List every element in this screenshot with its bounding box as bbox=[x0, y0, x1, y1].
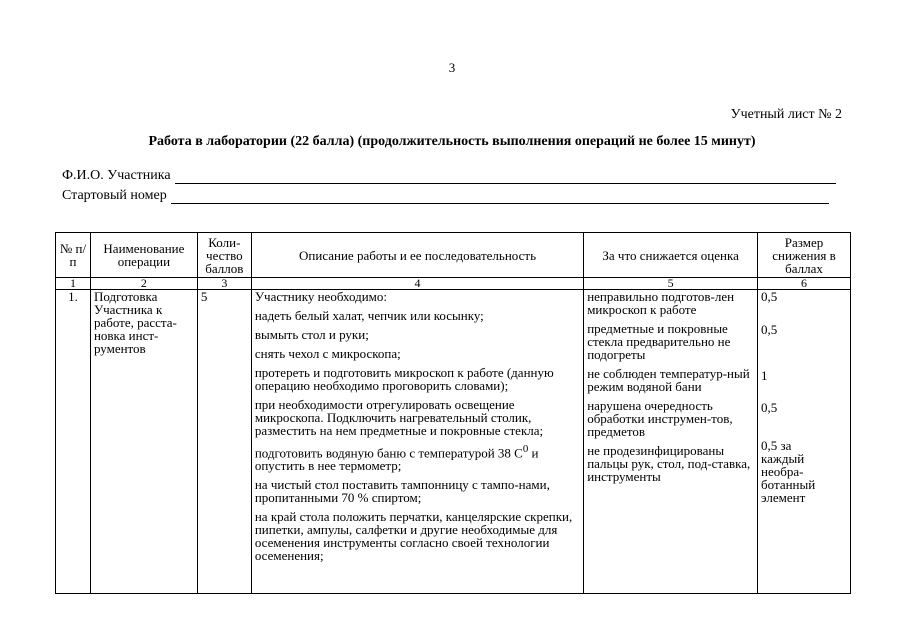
header-row bbox=[56, 233, 851, 278]
column-number-row bbox=[56, 278, 851, 290]
header-num: № п/п bbox=[56, 233, 91, 278]
fio-line[interactable] bbox=[175, 169, 836, 184]
desc-text: и опустить в нее термометр; bbox=[254, 445, 539, 474]
header-size: Размер снижения в баллах bbox=[758, 233, 851, 278]
value-item: 0,5 за каждый необра-ботанный элемент bbox=[761, 438, 816, 505]
reduction-item: предметные и покровные стекла предварительно не подогреты bbox=[587, 321, 731, 362]
value-item: 1 bbox=[761, 368, 768, 383]
page-title: Работа в лаборатории (22 балла) (продолжительность выполнения операций не более 15 минут) bbox=[148, 134, 756, 149]
desc-item: вымыть стол и руки; bbox=[254, 327, 369, 342]
header-reduce: За что снижается оценка bbox=[584, 233, 758, 278]
start-number-field bbox=[62, 188, 829, 204]
row-values bbox=[758, 290, 851, 594]
row-description bbox=[251, 290, 583, 594]
row-points: 5 bbox=[197, 290, 251, 594]
reduction-item: не продезинфицированы пальцы рук, стол, под-ставка, инструменты bbox=[587, 443, 751, 484]
reduction-item: неправильно подготов-лен микроскоп к работе bbox=[587, 289, 735, 317]
desc-item: на чистый стол поставить тампонницу с тампо-нами, пропитанными 70 % спиртом; bbox=[254, 477, 550, 506]
value-item: 0,5 bbox=[761, 322, 778, 337]
col-number: 2 bbox=[90, 278, 197, 290]
desc-item bbox=[255, 443, 580, 472]
desc-item: снять чехол с микроскопа; bbox=[254, 346, 401, 361]
start-number-label: Стартовый номер bbox=[62, 188, 167, 203]
desc-item: на край стола положить перчатки, канцелярские скрепки, пипетки, ампулы, салфетки и другие необходимые для осеменения инструменты согласно своей технологии осеменения; bbox=[254, 509, 573, 564]
col-number: 4 bbox=[251, 278, 583, 290]
header-name: Наименование операции bbox=[90, 233, 197, 278]
desc-text: подготовить водяную баню с температурой 38 С bbox=[254, 445, 523, 461]
row-reductions bbox=[584, 290, 758, 594]
reduction-item: нарушена очередность обработки инструмен-тов, предметов bbox=[587, 398, 733, 439]
desc-item: при необходимости отрегулировать освещение микроскопа. Подключить нагревательный столик, разместить на нем предметные и покровные стекла; bbox=[254, 397, 544, 438]
header-points: Коли-чество баллов bbox=[197, 233, 251, 278]
value-item: 0,5 bbox=[761, 289, 778, 304]
table-row bbox=[56, 290, 851, 594]
row-name: Подготовка Участника к работе, расста-новка инст-рументов bbox=[90, 290, 197, 594]
col-number: 3 bbox=[197, 278, 251, 290]
degree-sup: 0 bbox=[522, 443, 529, 455]
fio-field bbox=[62, 168, 836, 184]
value-item: 0,5 bbox=[761, 400, 778, 415]
col-number: 5 bbox=[584, 278, 758, 290]
header-desc: Описание работы и ее последовательность bbox=[251, 233, 583, 278]
col-number: 1 bbox=[56, 278, 91, 290]
reduction-item: не соблюден температур-ный режим водяной бани bbox=[587, 366, 750, 394]
desc-item: надеть белый халат, чепчик или косынку; bbox=[254, 308, 484, 323]
row-num: 1. bbox=[56, 290, 91, 594]
page-number: 3 bbox=[448, 60, 456, 75]
desc-item: Участнику необходимо: bbox=[254, 289, 387, 304]
fio-label: Ф.И.О. Участника bbox=[62, 168, 171, 183]
desc-item: протереть и подготовить микроскоп к работе (данную операцию необходимо проговорить словами); bbox=[254, 365, 554, 393]
sheet-label: Учетный лист № 2 bbox=[730, 107, 842, 122]
col-number: 6 bbox=[758, 278, 851, 290]
score-table bbox=[55, 232, 851, 594]
start-number-line[interactable] bbox=[171, 189, 829, 204]
